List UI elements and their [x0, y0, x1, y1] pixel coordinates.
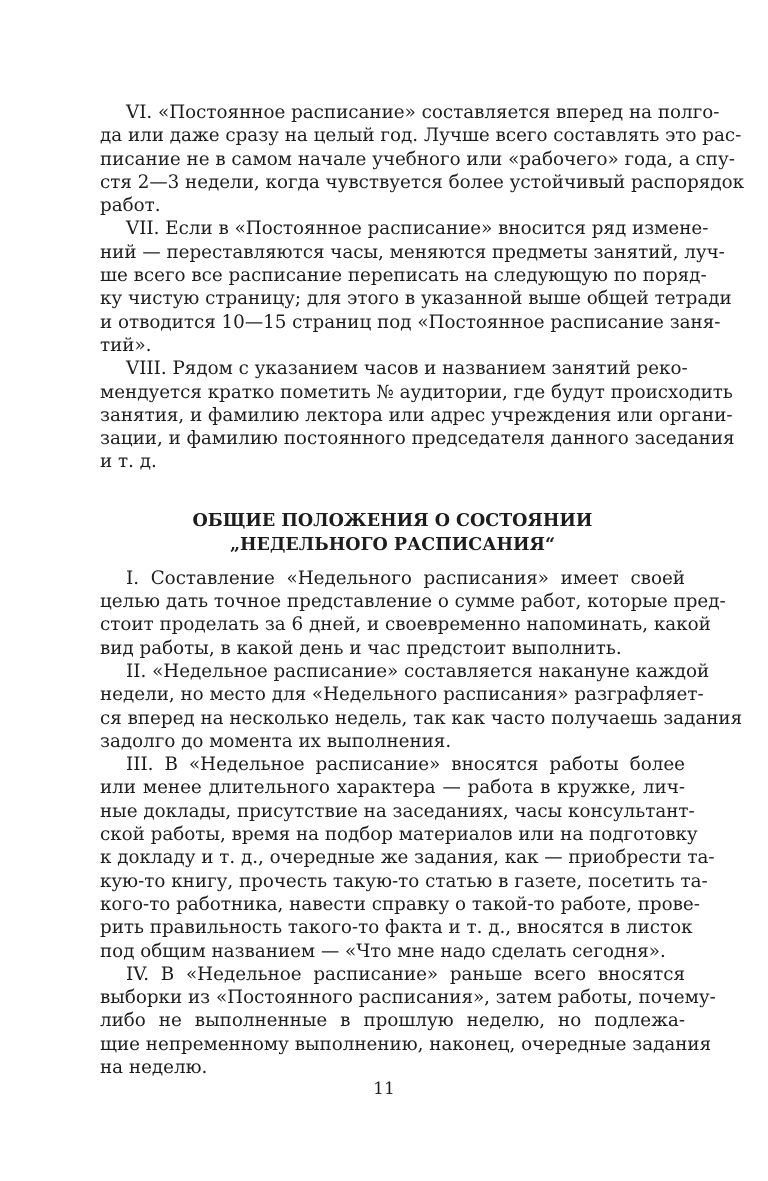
paragraph-i	[100, 567, 726, 660]
paragraph-vii	[100, 217, 732, 357]
text-line: задолго до момента их выполнения.	[100, 730, 452, 752]
section-heading-line-1: ОБЩИЕ ПОЛОЖЕНИЯ О СОСТОЯНИИ	[192, 510, 593, 531]
section-heading-line-2: „НЕДЕЛЬНОГО РАСПИСАНИЯ“	[229, 534, 556, 555]
paragraph-iv	[100, 963, 716, 1079]
text-line: писание не в самом начале учебного или «рабочего» года, а спу-	[100, 148, 735, 170]
text-line: ные доклады, присутствие на заседаниях, часы консультант-	[100, 800, 695, 822]
text-line: зации, и фамилию постоянного председателя данного заседания	[100, 428, 735, 450]
text-line: рить правильность такого-то факта и т. д., вносятся в листок	[100, 917, 693, 939]
text-line: занятия, и фамилию лектора или адрес учреждения или органи-	[100, 404, 733, 426]
paragraph-viii	[100, 357, 735, 473]
text-line: или менее длительного характера — работа в кружке, лич-	[100, 777, 685, 799]
text-line: к докладу и т. д., очередные же задания, как — приобрести та-	[100, 847, 715, 869]
text-line: стоит проделать за 6 дней, и своевременно напоминать, какой	[100, 614, 711, 636]
text-line: кую-то книгу, прочесть такую-то статью в газете, посетить та-	[100, 870, 708, 892]
text-line: мендуется кратко пометить № аудитории, где будут происходить	[100, 381, 733, 403]
paragraph-vi	[100, 101, 745, 217]
text-line: IV. В «Недельное расписание» раньше всего вносятся	[126, 963, 685, 985]
text-line: I. Составление «Недельного расписания» имеет своей	[126, 567, 685, 589]
text-line: ку чистую страницу; для этого в указанной выше общей тетради	[100, 288, 732, 310]
paragraph-ii	[100, 660, 743, 753]
text-line: выборки из «Постоянного расписания», затем работы, почему-	[100, 987, 716, 1009]
text-line: либо не выполненные в прошлую неделю, но подлежа-	[100, 1010, 685, 1032]
text-line: ся вперед на несколько недель, так как часто получаешь задания	[100, 707, 743, 729]
text-line: ской работы, время на подбор материалов или на подготовку	[100, 824, 698, 846]
text-line: недели, но место для «Недельного расписания» разграфляет-	[100, 684, 704, 706]
text-line: целью дать точное представление о сумме работ, которые пред-	[100, 591, 726, 613]
text-line: под общим названием — «Что мне надо сделать сегодня».	[100, 940, 666, 962]
text-line: вид работы, в какой день и час предстоит выполнить.	[100, 637, 622, 659]
text-line: работ.	[100, 195, 161, 217]
text-line: ше всего все расписание переписать на следующую по поряд-	[100, 265, 707, 287]
text-line: VII. Если в «Постоянное расписание» вносится ряд измене-	[126, 218, 709, 240]
text-line: VI. «Постоянное расписание» составляется вперед на полго-	[126, 102, 720, 123]
text-line: да или даже сразу на целый год. Лучше всего составлять это рас-	[100, 125, 742, 147]
text-line: и отводится 10—15 страниц под «Постоянное расписание заня-	[100, 311, 721, 333]
text-line: и т. д.	[100, 451, 157, 473]
text-line: VIII. Рядом с указанием часов и названием занятий реко-	[126, 358, 688, 380]
text-line: щие непременному выполнению, наконец, очередные задания	[100, 1033, 712, 1055]
paragraphs-top	[100, 101, 745, 474]
text-line: стя 2—3 недели, когда чувствуется более устойчивый распорядок	[100, 171, 745, 193]
text-line: ний — переставляются часы, меняются предметы занятий, луч-	[100, 241, 725, 263]
text-line: на неделю.	[100, 1056, 208, 1078]
text-line: кого-то работника, навести справку о такой-то работе, прове-	[100, 893, 700, 915]
text-line: II. «Недельное расписание» составляется накануне каждой	[126, 660, 710, 682]
text-line: тий».	[100, 334, 152, 356]
paragraph-iii	[100, 753, 715, 963]
paragraphs-bottom	[100, 567, 743, 1080]
page-number: 11	[373, 1079, 395, 1099]
section-heading	[100, 509, 685, 557]
text-line: III. В «Недельное расписание» вносятся работы более	[126, 754, 685, 776]
book-page	[100, 101, 745, 1079]
